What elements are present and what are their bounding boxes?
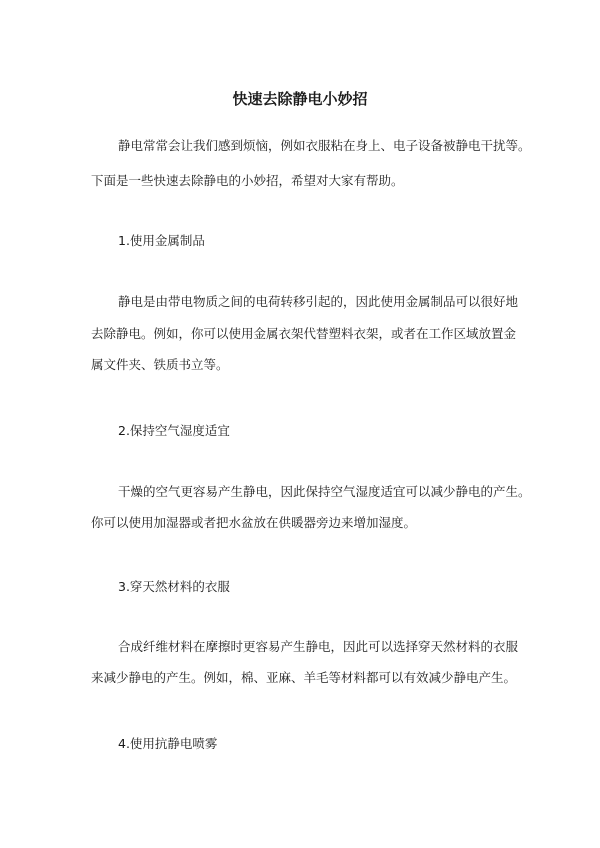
intro-line-1: 静电常常会让我们感到烦恼，例如衣服粘在身上、电子设备被静电干扰等。 — [118, 138, 531, 153]
section-heading-2: 2.保持空气湿度适宜 — [118, 423, 230, 438]
document-title: 快速去除静电小妙招 — [232, 90, 368, 108]
section-3-line-1: 合成纤维材料在摩擦时更容易产生静电，因此可以选择穿天然材料的衣服 — [118, 639, 519, 654]
section-heading-1: 1.使用金属制品 — [118, 233, 205, 248]
intro-line-2: 下面是一些快速去除静电的小妙招，希望对大家有帮助。 — [91, 173, 404, 188]
section-heading-4: 4.使用抗静电喷雾 — [118, 736, 218, 751]
section-1-line-2: 去除静电。例如，你可以使用金属衣架代替塑料衣架，或者在工作区域放置金 — [91, 326, 517, 341]
section-3-line-2: 来减少静电的产生。例如，棉、亚麻、羊毛等材料都可以有效减少静电产生。 — [91, 670, 517, 685]
section-1-line-1: 静电是由带电物质之间的电荷转移引起的，因此使用金属制品可以很好地 — [118, 294, 519, 309]
section-2-line-2: 你可以使用加湿器或者把水盆放在供暖器旁边来增加湿度。 — [91, 515, 417, 530]
section-heading-3: 3.穿天然材料的衣服 — [118, 579, 230, 594]
section-1-line-3: 属文件夹、铁质书立等。 — [91, 357, 229, 372]
section-2-line-1: 干燥的空气更容易产生静电，因此保持空气湿度适宜可以减少静电的产生。 — [118, 484, 531, 499]
